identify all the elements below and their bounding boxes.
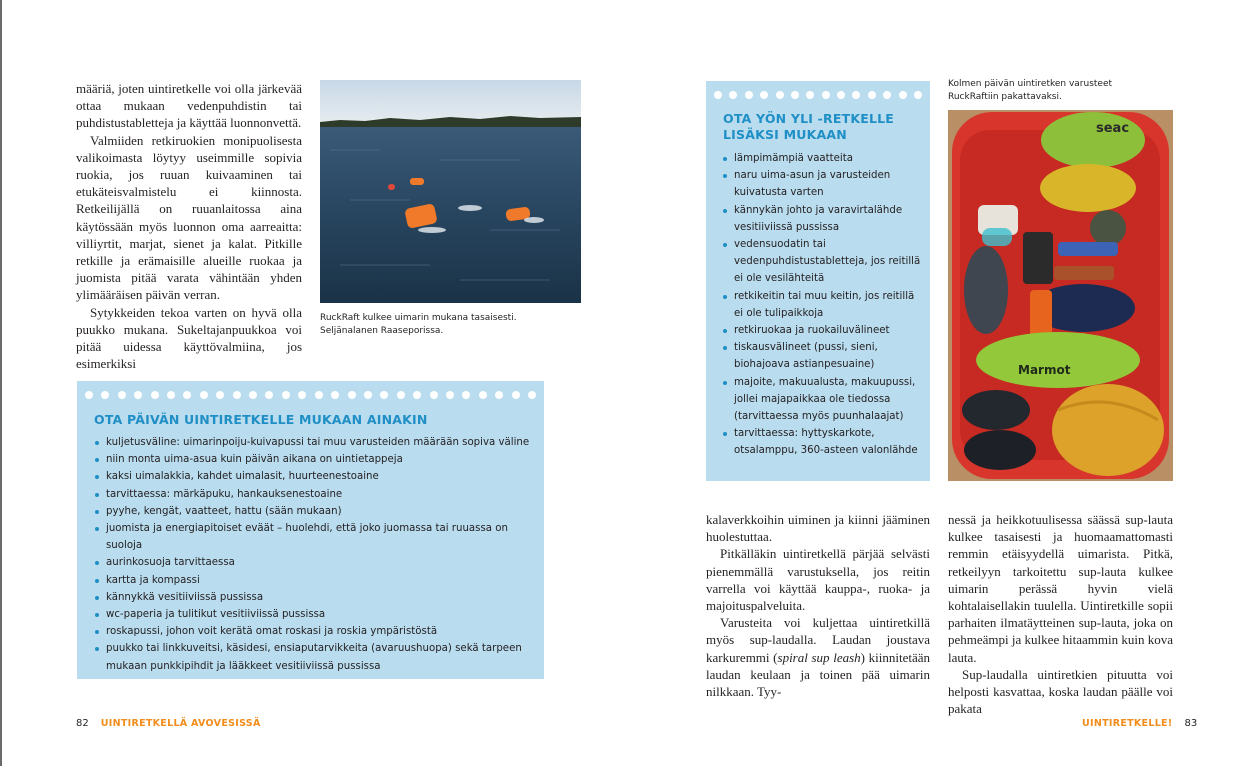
body-text-italic: spiral sup leash	[777, 649, 861, 665]
dot-border	[85, 390, 536, 400]
checklist-item: majoite, makuualusta, makuupussi, jollei majapaikkaa ole tiedossa (tarvittaessa myös puunhalaajat)	[723, 374, 923, 426]
body-text-run: Varusteita voi kuljettaa uintiretkillä myös sup-laudalla. Laudan joustava karkuremmi (	[706, 615, 930, 665]
bag-brand-label: Marmot	[1018, 363, 1071, 377]
running-head: UINTIRETKELLÄ AVOVESISSÄ	[100, 718, 261, 729]
lake-photo-illustration	[320, 80, 581, 303]
page-number: 82	[76, 718, 89, 729]
checklist-item: kuljetusväline: uimarinpoiju-kuivapussi tai muu varusteiden määrään sopiva väline	[95, 434, 535, 451]
checklist	[95, 434, 535, 675]
body-paragraph: Sytykkeiden tekoa varten on hyvä olla puukko mukana. Sukeltajanpuukkoa voi pitää uidessa käyttövalmiina, jos esimerkiksi	[76, 304, 302, 372]
body-paragraph: Sup-laudalla uintiretkien pituutta voi helposti kasvattaa, koska laudan päälle voi pakata	[948, 666, 1173, 717]
checklist-item: retkikeitin tai muu keitin, jos reitillä ei ole tulipaikkoja	[723, 288, 923, 322]
checklist-item: lämpimämpiä vaatteita	[723, 150, 923, 167]
checklist	[723, 150, 923, 460]
dot-border	[714, 90, 922, 100]
checklist-item: naru uima-asun ja varusteiden kuivatusta varten	[723, 167, 923, 201]
running-head: UINTIRETKELLE!	[1082, 718, 1173, 729]
checklist-item: retkiruokaa ja ruokailuvälineet	[723, 322, 923, 339]
right-body-column-2	[948, 511, 1173, 717]
body-paragraph: kalaverkkoihin uiminen ja kiinni jääminen huolestuttaa.	[706, 512, 930, 545]
gear-photo-illustration	[948, 110, 1173, 481]
checklist-item: niin monta uima-asua kuin päivän aikana on uintietappeja	[95, 451, 535, 468]
checklist-item: juomista ja energiapitoiset eväät – huolehdi, että joko juomassa tai ruuassa on suoloja	[95, 520, 535, 554]
checklist-item: tarvittaessa: märkäpuku, hankauksenestoaine	[95, 486, 535, 503]
day-trip-checklist-box	[77, 381, 544, 679]
checklist-item: puukko tai linkkuveitsi, käsidesi, ensiaputarvikkeita (avaruushuopa) sekä tarpeen mukaan punkkipihdit ja lääkkeet vesitiiviissä pussissa	[95, 640, 535, 674]
body-paragraph: määriä, joten uintiretkelle voi olla järkevää ottaa mukaan vedenpuhdistin tai puhdistustabletteja ja käyttää luonnonvettä.	[76, 81, 302, 131]
checklist-item: kännykkä vesitiiviissä pussissa	[95, 589, 535, 606]
body-paragraph	[706, 614, 930, 700]
photo-caption: Kolmen päivän uintiretken varusteet RuckRaftiin pakattavaksi.	[948, 79, 1113, 102]
body-paragraph: Valmiiden retkiruokien monipuolisesta valikoimasta löytyy useimmille sopivia ruokia, jos ruuan kuivaaminen tai etukäteisvalmistelu ei kiinnosta. Retkeilijällä on ruuanlaitossa aina käytössään myös luonnon oma aarreaitta: villiyrtit, marjat, sienet ja kalat. Pitkille retkille ja erämaisille alueille ruokaa ja juomista pitää varata vähintään yhden ylimääräisen päivän verran.	[76, 132, 302, 303]
checklist-title: OTA YÖN YLI -RETKELLE LISÄKSI MUKAAN	[723, 111, 895, 142]
checklist-title: OTA PÄIVÄN UINTIRETKELLE MUKAAN AINAKIN	[94, 412, 428, 427]
checklist-item: wc-paperia ja tulitikut vesitiiviissä pussissa	[95, 606, 535, 623]
swim-gear-photo	[948, 110, 1173, 481]
overnight-checklist-box	[706, 81, 930, 481]
body-paragraph: Pitkälläkin uintiretkellä pärjää selvästi pienemmällä varustuksella, jos reitin varrella voi käyttää kauppa-, ruoka- ja majoituspalveluita.	[706, 546, 930, 614]
photo-caption: RuckRaft kulkee uimarin mukana tasaisesti. Seljänalanen Raaseporissa.	[320, 313, 517, 336]
right-page	[622, 0, 1244, 766]
bag-brand-label: seac	[1096, 121, 1130, 136]
checklist-item: pyyhe, kengät, vaatteet, hattu (sään mukaan)	[95, 503, 535, 520]
checklist-item: kaksi uimalakkia, kahdet uimalasit, huurteenestoaine	[95, 468, 535, 485]
checklist-item: roskapussi, johon voit kerätä omat roskasi ja roskia ympäristöstä	[95, 623, 535, 640]
body-paragraph: nessä ja heikkotuulisessa säässä sup-lauta kulkee tasaisesti ja huomaamattomasti remmin etäisyydellä uimarista. Pitkä, retkeilyyn tarkoitettu sup-lauta kulkee uimarin perässä hyvin vielä kohtalaisellakin tuulella. Uintiretkille sopii parhaiten ilmatäytteinen sup-lauta, joka on pehmeämpi ja kulkee hitaammin kuin kova lauta.	[948, 512, 1173, 665]
right-folio	[1082, 718, 1197, 730]
checklist-item: vedensuodatin tai vedenpuhdistustabletteja, jos reitillä ei ole vesilähteitä	[723, 236, 923, 288]
left-folio	[76, 718, 261, 730]
checklist-item: kännykän johto ja varavirtalähde vesitiiviissä pussissa	[723, 202, 923, 236]
checklist-item: tiskausvälineet (pussi, sieni, biohajoava astianpesuaine)	[723, 339, 923, 373]
checklist-item: aurinkosuoja tarvittaessa	[95, 554, 535, 571]
right-body-column-1	[706, 511, 930, 700]
lake-swimmers-photo	[320, 80, 581, 303]
page-number: 83	[1184, 718, 1198, 729]
checklist-item: tarvittaessa: hyttyskarkote, otsalamppu, 360-asteen valonlähde	[723, 425, 923, 459]
left-body-column	[76, 80, 302, 372]
body-text-run: ) kiinnitetään laudan keulaan ja toinen pää uimarin nilkkaan. Tyy-	[706, 649, 930, 700]
checklist-item: kartta ja kompassi	[95, 572, 535, 589]
